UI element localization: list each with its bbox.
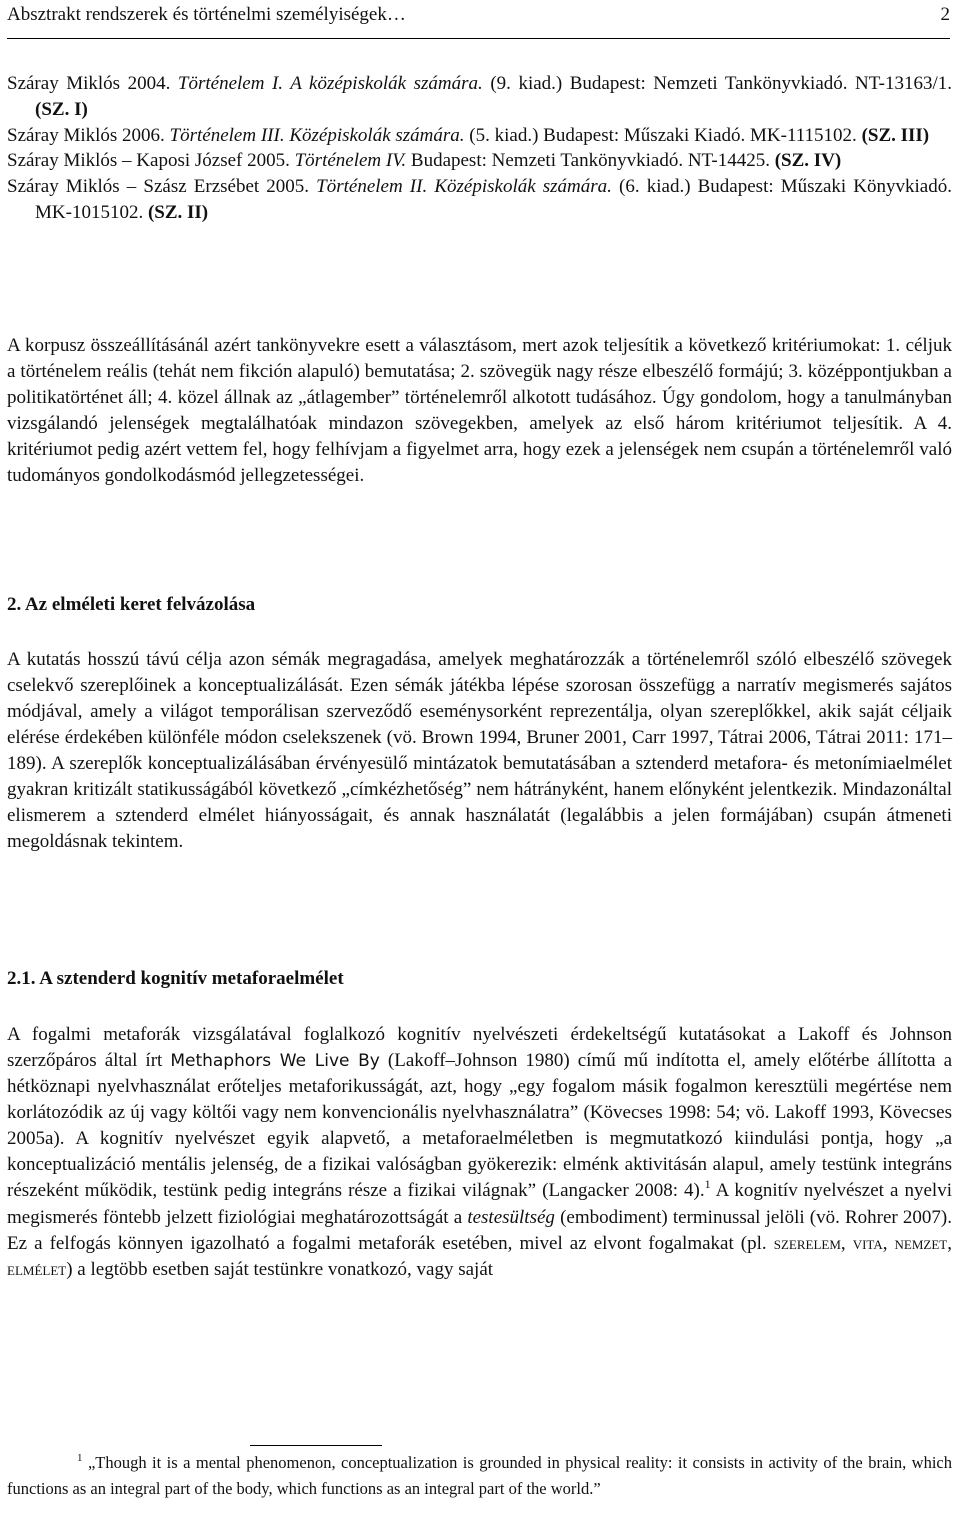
footnote-reference[interactable]: 1	[704, 1177, 711, 1191]
paragraph-metaphor-theory: A fogalmi metaforák vizsgálatával foglalkozó kognitív nyelvészeti érdekeltségű kutatásokat a Lakoff és Johnson szerzőpáros által írt Methaphors We Live By (Lakoff–Johnson 1980) című mű indította el, amely előtérbe állította a hétköznapi nyelvhasználat erőteljes metaforikusságát, azt, hogy „egy fogalom másik fogalmon keresztüli megértése nem korlátozódik az új vagy költői vagy nem konvencionális nyelvhasználatra” (Kövecses 1998: 54; vö. Lakoff 1993, Kövecses 2005a). A kognitív nyelvészet egyik alapvető, a metaforaelméletben is megmutatkozó kiindulási pontja, hogy „a konceptualizáció mentális jelenség, de a fizikai valóságban gyökerezik: elménk aktivitásán alapul, amely testünk integráns részeként működik, testünk pedig integráns része a fizikai világnak” (Langacker 2008: 4).$^1$ A kognitív nyelvészet a nyelvi megismerés föntebb jelzett fiziológiai meghatározottságát a testesültség (embodiment) terminussal jelöli (vö. Rohrer 2007). Ez a felfogás könnyen igazolható a fogalmi metaforák esetében, mivel az elvont fogalmakat (pl. szerelem, vita, nemzet, elmélet) a legtöbb esetben saját testünkre vonatkozó, vagy saját	[7, 1024, 952, 1280]
section-heading: 2. Az elméleti keret felvázolása	[7, 594, 256, 615]
page-number: 2	[940, 4, 950, 25]
subsection-heading: 2.1. A sztenderd kognitív metaforaelmélet	[7, 968, 344, 989]
reference-entry: Száray Miklós 2004. Történelem I. A középiskolák számára. (9. kiad.) Budapest: Nemzeti Tankönyvkiadó. NT-13163/1. (SZ. I)	[7, 73, 952, 120]
reference-entry: Száray Miklós – Kaposi József 2005. Történelem IV. Budapest: Nemzeti Tankönyvkiadó. NT-14425. (SZ. IV)	[7, 150, 842, 172]
footnote-separator	[250, 1445, 382, 1446]
running-title: Absztrakt rendszerek és történelmi személyiségek…	[7, 4, 406, 25]
reference-entry: Száray Miklós 2006. Történelem III. Középiskolák számára. (5. kiad.) Budapest: Műszaki Kiadó. MK-1115102. (SZ. III)	[7, 124, 930, 146]
paragraph-corpus: A korpusz összeállításánál azért tankönyvekre esett a választásom, mert azok teljesítik a következő kritériumokat: 1. céljuk a történelem reális (tehát nem fikción alapuló) bemutatása; 2. szövegük nagy része elbeszélő formájú; 3. középpontjukban a politikatörténet áll; 4. közel állnak az „átlagember” történelemről alkotott tudásához. Úgy gondolom, hogy a tanulmányban vizsgálandó jelenségek megtalálhatóak mindazon szövegekben, amelyek az első három kritériumot teljesítik. A 4. kritériumot pedig azért vettem fel, hogy felhívjam a figyelmet arra, hogy ezek a jelenségek nem csupán a történelemről való tudományos gondolkodásmód jellegzetességei.	[7, 335, 952, 486]
paragraph-framework: A kutatás hosszú távú célja azon sémák megragadása, amelyek meghatározzák a történelemről szóló elbeszélő szövegek cselekvő szereplőinek a konceptualizálását. Ezen sémák játékba lépése szorosan összefügg a narratív megismerés sajátos módjával, amely a világot temporálisan szerveződő eseménysorként reprezentálja, olyan szereplőkkel, akik saját céljaik elérése érdekében különféle módon cselekszenek (vö. Brown 1994, Bruner 2001, Carr 1997, Tátrai 2006, Tátrai 2011: 171–189). A szereplők konceptualizálásában érvényesülő mintázatok bemutatásában a sztenderd metafora- és metonímiaelmélet gyakran kritizált statikusságából következő „címkézhetőség” nem hátrányként, hanem előnyként jelentkezik. Mindazonáltal elismerem a sztenderd elmélet hiányosságait, és annak használatát (legalábbis a jelen formájában) csupán átmeneti megoldásnak tekintem.	[7, 649, 952, 852]
footnote: $^1$ „Though it is a mental phenomenon, conceptualization is grounded in physical reality: it consists in activity of the brain, which functions as an integral part of the body, which functions as an integral part of the world.”	[7, 1452, 952, 1498]
small-caps-concepts: szerelem, vita, nemzet, elmélet	[7, 1233, 952, 1280]
book-title: Methaphors We Live By	[170, 1051, 380, 1071]
running-header	[7, 0, 950, 39]
reference-list	[7, 71, 952, 226]
footnote-mark: 1	[77, 1452, 83, 1464]
reference-entry: Száray Miklós – Szász Erzsébet 2005. Történelem II. Középiskolák számára. (6. kiad.) Budapest: Műszaki Könyvkiadó. MK-1015102. (SZ. II)	[7, 176, 952, 223]
